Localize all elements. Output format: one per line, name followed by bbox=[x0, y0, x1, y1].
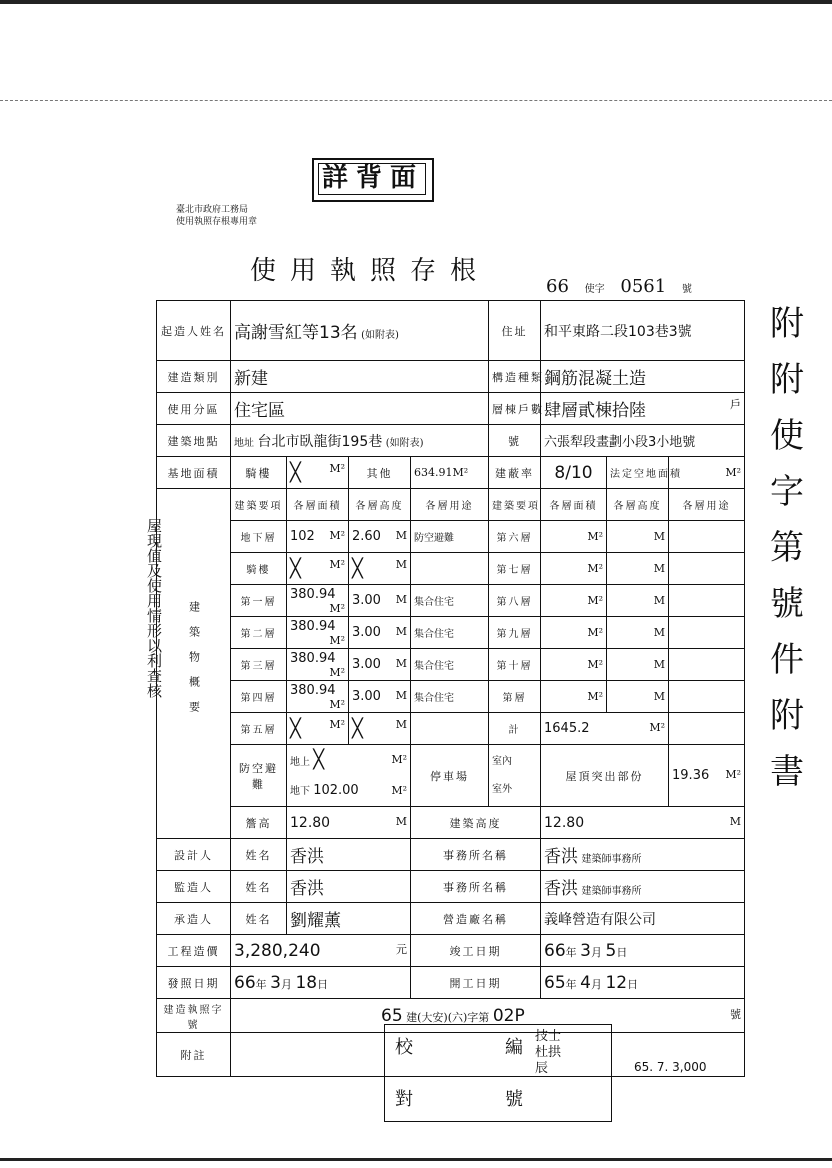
floor-name: 第四層 bbox=[231, 681, 287, 713]
floor-height: 2.60 M bbox=[349, 521, 411, 553]
eave-label: 簷高 bbox=[231, 807, 287, 839]
contractor-name-label: 姓名 bbox=[231, 903, 287, 935]
applicant-label: 起造人姓名 bbox=[157, 301, 231, 361]
ratio-value: 8/10 bbox=[541, 457, 607, 489]
arcade-label: 騎樓 bbox=[231, 457, 287, 489]
row-applicant bbox=[157, 301, 745, 361]
contractor-firm: 義峰營造有限公司 bbox=[541, 903, 745, 935]
side-char: 書 bbox=[770, 752, 804, 792]
floor-name: 第五層 bbox=[231, 713, 287, 745]
floor-use: 集合住宅 bbox=[411, 617, 489, 649]
building-height-label: 建築高度 bbox=[411, 807, 541, 839]
detail-back-stamp: 詳背面 bbox=[312, 158, 434, 202]
category-label: 建造類別 bbox=[157, 361, 231, 393]
floor-name-2: 第七層 bbox=[489, 553, 541, 585]
start-date: 65年 4月 12日 bbox=[541, 967, 745, 999]
official-seal bbox=[176, 204, 404, 244]
header-use-2: 各層用途 bbox=[669, 489, 745, 521]
floor-use-2 bbox=[669, 681, 745, 713]
floor-height-2: M bbox=[607, 649, 669, 681]
legal-open-label: 法定空地面積 bbox=[607, 457, 669, 489]
completion-date: 66年 3月 5日 bbox=[541, 935, 745, 967]
floor-use-2 bbox=[669, 585, 745, 617]
side-char: 字 bbox=[770, 472, 804, 512]
header-height: 各層高度 bbox=[349, 489, 411, 521]
supervisor-name-label: 姓名 bbox=[231, 871, 287, 903]
completion-label: 竣工日期 bbox=[411, 935, 541, 967]
floor-row bbox=[157, 617, 745, 649]
site-value: 地址 台北市臥龍街195巷 (如附表) bbox=[231, 425, 489, 457]
floor-use: 集合住宅 bbox=[411, 649, 489, 681]
contractor-label: 承造人 bbox=[157, 903, 231, 935]
floor-area-2: M² bbox=[541, 585, 607, 617]
seal-line-2: 使用執照存根專用章 bbox=[176, 217, 258, 227]
floor-name-2: 第十層 bbox=[489, 649, 541, 681]
row-cost bbox=[157, 935, 745, 967]
floor-area: 380.94 M² bbox=[287, 617, 349, 649]
other-label: 其他 bbox=[349, 457, 411, 489]
scan-bottom-edge bbox=[0, 1158, 832, 1161]
header-area: 各層面積 bbox=[287, 489, 349, 521]
side-char: 使 bbox=[770, 416, 804, 456]
shelter-values bbox=[287, 745, 411, 807]
row-designer bbox=[157, 839, 745, 871]
remarks-label: 附註 bbox=[157, 1033, 231, 1077]
floor-height: 3.00 M bbox=[349, 617, 411, 649]
doc-word: 使字 bbox=[584, 284, 605, 295]
stamp-inner-border bbox=[318, 163, 426, 195]
row-shelter bbox=[157, 745, 745, 807]
floor-area: 380.94 M² bbox=[287, 585, 349, 617]
floor-area-2: M² bbox=[541, 617, 607, 649]
lot-label: 號 bbox=[489, 425, 541, 457]
cost-value: 3,280,240 元 bbox=[231, 935, 411, 967]
permit-record-table bbox=[156, 300, 745, 1077]
row-contractor bbox=[157, 903, 745, 935]
floor-name-2: 計 bbox=[489, 713, 541, 745]
floor-name-2: 第六層 bbox=[489, 521, 541, 553]
designer-name-label: 姓名 bbox=[231, 839, 287, 871]
structure-label: 構造種類 bbox=[489, 361, 541, 393]
floor-use-2 bbox=[669, 553, 745, 585]
floor-row bbox=[157, 649, 745, 681]
shelter-above: 地上 ╳ M² bbox=[290, 748, 407, 770]
floor-area-2: M² bbox=[541, 681, 607, 713]
shelter-below: 地下 102.00 M² bbox=[290, 782, 407, 798]
building-section-label: 建築物概要 bbox=[157, 489, 231, 839]
header-use: 各層用途 bbox=[411, 489, 489, 521]
floor-row bbox=[157, 585, 745, 617]
floor-use-2 bbox=[669, 521, 745, 553]
row-zoning bbox=[157, 393, 745, 425]
floor-height: 3.00 M bbox=[349, 649, 411, 681]
floor-row bbox=[157, 713, 745, 745]
floor-name: 第一層 bbox=[231, 585, 287, 617]
floor-name: 騎樓 bbox=[231, 553, 287, 585]
address-value: 和平東路二段103巷3號 bbox=[541, 301, 745, 361]
floor-use-2 bbox=[669, 617, 745, 649]
floor-name: 地下層 bbox=[231, 521, 287, 553]
supervisor-label: 監造人 bbox=[157, 871, 231, 903]
supervisor-office-label: 事務所名稱 bbox=[411, 871, 541, 903]
row-site bbox=[157, 425, 745, 457]
print-edition: 65. 7. 3,000 bbox=[634, 1060, 707, 1074]
staff-seal: 技士杜拱辰 bbox=[535, 1029, 562, 1076]
floor-use: 防空避難 bbox=[411, 521, 489, 553]
contractor-firm-label: 營造廠名稱 bbox=[411, 903, 541, 935]
contractor-name: 劉耀薰 bbox=[287, 903, 411, 935]
site-label: 建築地點 bbox=[157, 425, 231, 457]
floor-height-2: M bbox=[607, 585, 669, 617]
start-label: 開工日期 bbox=[411, 967, 541, 999]
cost-label: 工程造價 bbox=[157, 935, 231, 967]
check-label: 校 bbox=[395, 1037, 413, 1058]
floor-height-2: M bbox=[607, 617, 669, 649]
floor-name: 第三層 bbox=[231, 649, 287, 681]
floor-name-2: 第八層 bbox=[489, 585, 541, 617]
doc-number: 0561 bbox=[620, 276, 667, 297]
proofread-box bbox=[384, 1024, 612, 1122]
lot-value: 六張犁段畫劃小段3小地號 bbox=[541, 425, 745, 457]
issue-date: 66年 3月 18日 bbox=[231, 967, 411, 999]
side-char: 附 bbox=[770, 696, 804, 736]
pair-label: 對 bbox=[395, 1089, 413, 1110]
parking-indoor: 室內 bbox=[492, 755, 513, 767]
floor-name-2: 第層 bbox=[489, 681, 541, 713]
doc-year: 66 bbox=[546, 276, 569, 297]
zoning-label: 使用分區 bbox=[157, 393, 231, 425]
scan-fold-line bbox=[0, 100, 832, 101]
floor-row bbox=[157, 681, 745, 713]
roof-label: 屋頂突出部份 bbox=[541, 745, 669, 807]
eave-value: 12.80 M bbox=[287, 807, 411, 839]
row-building-header bbox=[157, 489, 745, 521]
header-height-2: 各層高度 bbox=[607, 489, 669, 521]
floor-total-area: 1645.2 M² bbox=[541, 713, 669, 745]
row-category bbox=[157, 361, 745, 393]
side-char: 件 bbox=[770, 640, 804, 680]
designer-office-label: 事務所名稱 bbox=[411, 839, 541, 871]
floor-area: 102 M² bbox=[287, 521, 349, 553]
address-label: 住址 bbox=[489, 301, 541, 361]
other-value: 634.91M² bbox=[411, 457, 489, 489]
issue-label: 發照日期 bbox=[157, 967, 231, 999]
row-issue bbox=[157, 967, 745, 999]
side-char: 第 bbox=[770, 528, 804, 568]
floor-area-2: M² bbox=[541, 649, 607, 681]
floor-area-2: M² bbox=[541, 521, 607, 553]
floor-area: 380.94 M² bbox=[287, 649, 349, 681]
legal-open-value: M² bbox=[669, 457, 745, 489]
side-char: 附 bbox=[770, 360, 804, 400]
floor-height: 3.00 M bbox=[349, 681, 411, 713]
row-supervisor bbox=[157, 871, 745, 903]
ratio-label: 建蔽率 bbox=[489, 457, 541, 489]
floor-row bbox=[157, 521, 745, 553]
supervisor-name: 香洪 bbox=[287, 871, 411, 903]
floor-height: 3.00 M bbox=[349, 585, 411, 617]
floor-height: ╳ M bbox=[349, 713, 411, 745]
floor-height-2: M bbox=[607, 521, 669, 553]
floor-height-2: M bbox=[607, 553, 669, 585]
roof-value: 19.36 M² bbox=[669, 745, 745, 807]
edit-label: 編 bbox=[505, 1037, 523, 1058]
num-label: 號 bbox=[505, 1089, 523, 1110]
floor-use: 集合住宅 bbox=[411, 681, 489, 713]
permit-number: 65 建(大安)(六)字第 02P 號 bbox=[231, 999, 745, 1033]
floor-height: ╳ M bbox=[349, 553, 411, 585]
left-margin-note: 屋現值及使用情形以利查核 bbox=[145, 518, 163, 698]
floor-area: ╳ M² bbox=[287, 553, 349, 585]
page-title: 使用執照存根 bbox=[249, 256, 490, 286]
floor-row bbox=[157, 553, 745, 585]
designer-name: 香洪 bbox=[287, 839, 411, 871]
permit-label: 建造執照字號 bbox=[157, 999, 231, 1033]
header-area-2: 各層面積 bbox=[541, 489, 607, 521]
header-item-2: 建築要項 bbox=[489, 489, 541, 521]
floor-use bbox=[411, 713, 489, 745]
area-label: 基地面積 bbox=[157, 457, 231, 489]
parking-outdoor: 室外 bbox=[492, 783, 513, 795]
row-area bbox=[157, 457, 745, 489]
side-char: 附 bbox=[770, 304, 804, 344]
arcade-value: ╳ M² bbox=[287, 457, 349, 489]
document-number bbox=[546, 276, 702, 297]
structure-value: 鋼筋混凝土造 bbox=[541, 361, 745, 393]
floors-value: 肆層貳棟拾陸 戶 bbox=[541, 393, 745, 425]
parking-label: 停車場 bbox=[411, 745, 489, 807]
floor-use: 集合住宅 bbox=[411, 585, 489, 617]
category-value: 新建 bbox=[231, 361, 489, 393]
floor-use-2 bbox=[669, 713, 745, 745]
shelter-label: 防空避難 bbox=[231, 745, 287, 807]
designer-label: 設計人 bbox=[157, 839, 231, 871]
seal-line-1: 臺北市政府工務局 bbox=[176, 205, 249, 215]
floor-name-2: 第九層 bbox=[489, 617, 541, 649]
floor-area-2: M² bbox=[541, 553, 607, 585]
floor-height-2: M bbox=[607, 681, 669, 713]
row-heights bbox=[157, 807, 745, 839]
applicant-value: 高謝雪紅等13名 (如附表) bbox=[231, 301, 489, 361]
floor-use bbox=[411, 553, 489, 585]
designer-office: 香洪 建築師事務所 bbox=[541, 839, 745, 871]
scan-top-edge bbox=[0, 0, 832, 4]
doc-suffix: 號 bbox=[681, 284, 692, 295]
header-item: 建築要項 bbox=[231, 489, 287, 521]
floor-use-2 bbox=[669, 649, 745, 681]
floor-area: 380.94 M² bbox=[287, 681, 349, 713]
zoning-value: 住宅區 bbox=[231, 393, 489, 425]
floor-name: 第二層 bbox=[231, 617, 287, 649]
floors-label: 層棟戶數 bbox=[489, 393, 541, 425]
parking-values bbox=[489, 745, 541, 807]
building-height-value: 12.80 M bbox=[541, 807, 745, 839]
floor-area: ╳ M² bbox=[287, 713, 349, 745]
side-char: 號 bbox=[770, 584, 804, 624]
side-stamp-text bbox=[752, 296, 822, 800]
supervisor-office: 香洪 建築師事務所 bbox=[541, 871, 745, 903]
